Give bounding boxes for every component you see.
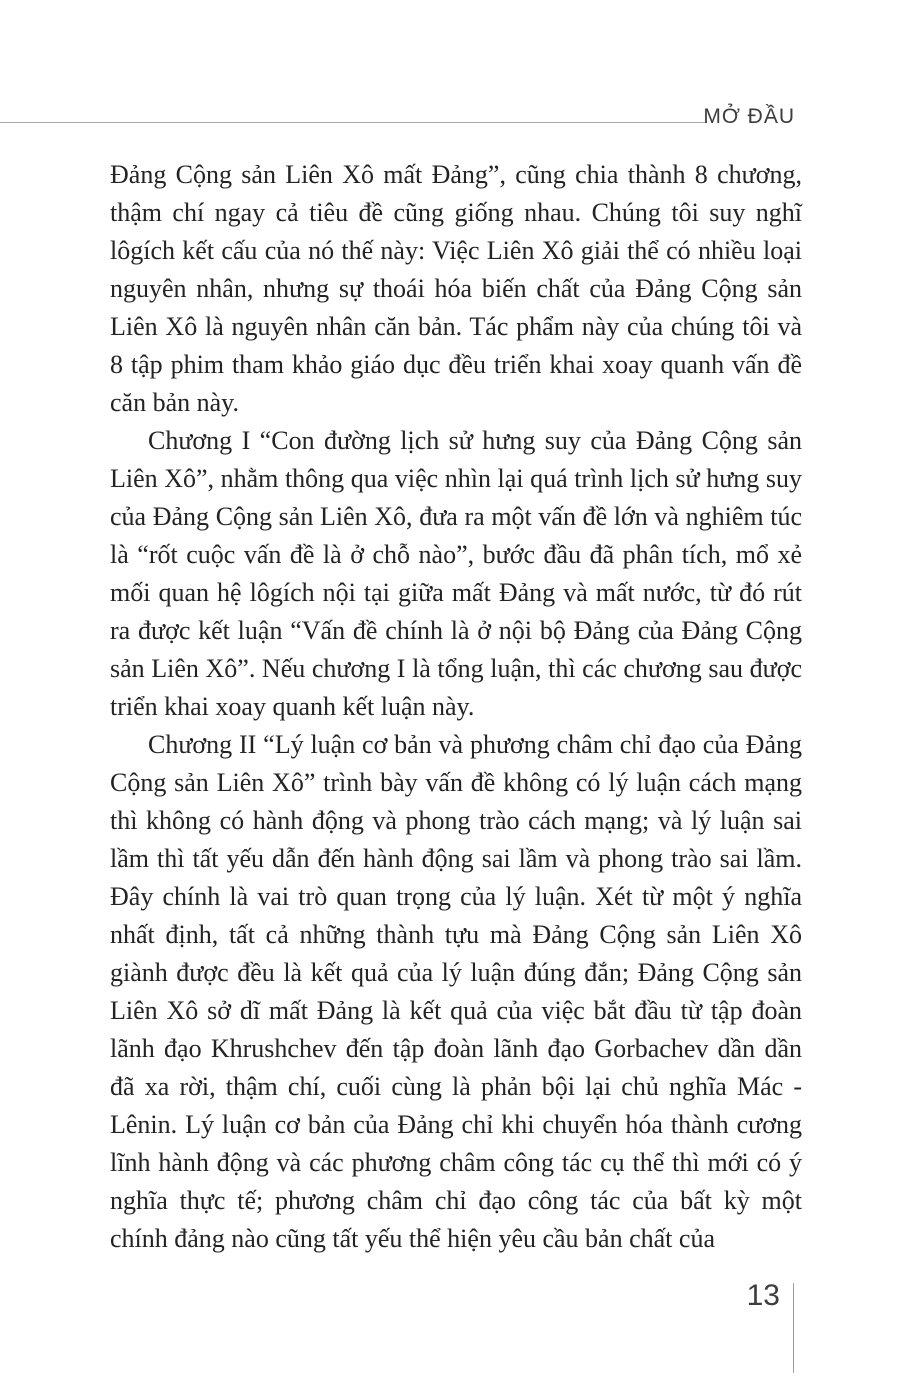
header-rule <box>0 122 707 123</box>
paragraph: Đảng Cộng sản Liên Xô mất Đảng”, cũng chia thành 8 chương, thậm chí ngay cả tiêu đề cũng giống nhau. Chúng tôi suy nghĩ lôgích kết cấu của nó thế này: Việc Liên Xô giải thể có nhiều loại nguyên nhân, nhưng sự thoái hóa biến chất của Đảng Cộng sản Liên Xô là nguyên nhân căn bản. Tác phẩm này của chúng tôi và 8 tập phim tham khảo giáo dục đều triển khai xoay quanh vấn đề căn bản này. <box>110 160 802 417</box>
paragraph: Chương II “Lý luận cơ bản và phương châm chỉ đạo của Đảng Cộng sản Liên Xô” trình bày vấn đề không có lý luận cách mạng thì không có hành động và phong trào cách mạng; và lý luận sai lầm thì tất yếu dẫn đến hành động sai lầm và phong trào sai lầm. Đây chính là vai trò quan trọng của lý luận. Xét từ một ý nghĩa nhất định, tất cả những thành tựu mà Đảng Cộng sản Liên Xô giành được đều là kết quả của lý luận đúng đắn; Đảng Cộng sản Liên Xô sở dĩ mất Đảng là kết quả của việc bắt đầu từ tập đoàn lãnh đạo Khrushchev đến tập đoàn lãnh đạo Gorbachev dần dần đã xa rời, thậm chí, cuối cùng là phản bội lại chủ nghĩa Mác - Lênin. Lý luận cơ bản của Đảng chỉ khi chuyển hóa thành cương lĩnh hành động và các phương châm công tác cụ thể thì mới có ý nghĩa thực tế; phương châm chỉ đạo công tác của bất kỳ một chính đảng nào cũng tất yếu thể hiện yêu cầu bản chất của <box>110 730 802 1253</box>
running-head: MỞ ĐẦU <box>703 105 795 128</box>
footer-rule <box>793 1283 794 1373</box>
page-body <box>110 156 802 1258</box>
paragraph: Chương I “Con đường lịch sử hưng suy của Đảng Cộng sản Liên Xô”, nhằm thông qua việc nhìn lại quá trình lịch sử hưng suy của Đảng Cộng sản Liên Xô, đưa ra một vấn đề lớn và nghiêm túc là “rốt cuộc vấn đề là ở chỗ nào”, bước đầu đã phân tích, mổ xẻ mối quan hệ lôgích nội tại giữa mất Đảng và mất nước, từ đó rút ra được kết luận “Vấn đề chính là ở nội bộ Đảng của Đảng Cộng sản Liên Xô”. Nếu chương I là tổng luận, thì các chương sau được triển khai xoay quanh kết luận này. <box>110 426 802 721</box>
page-number: 13 <box>746 1279 780 1312</box>
